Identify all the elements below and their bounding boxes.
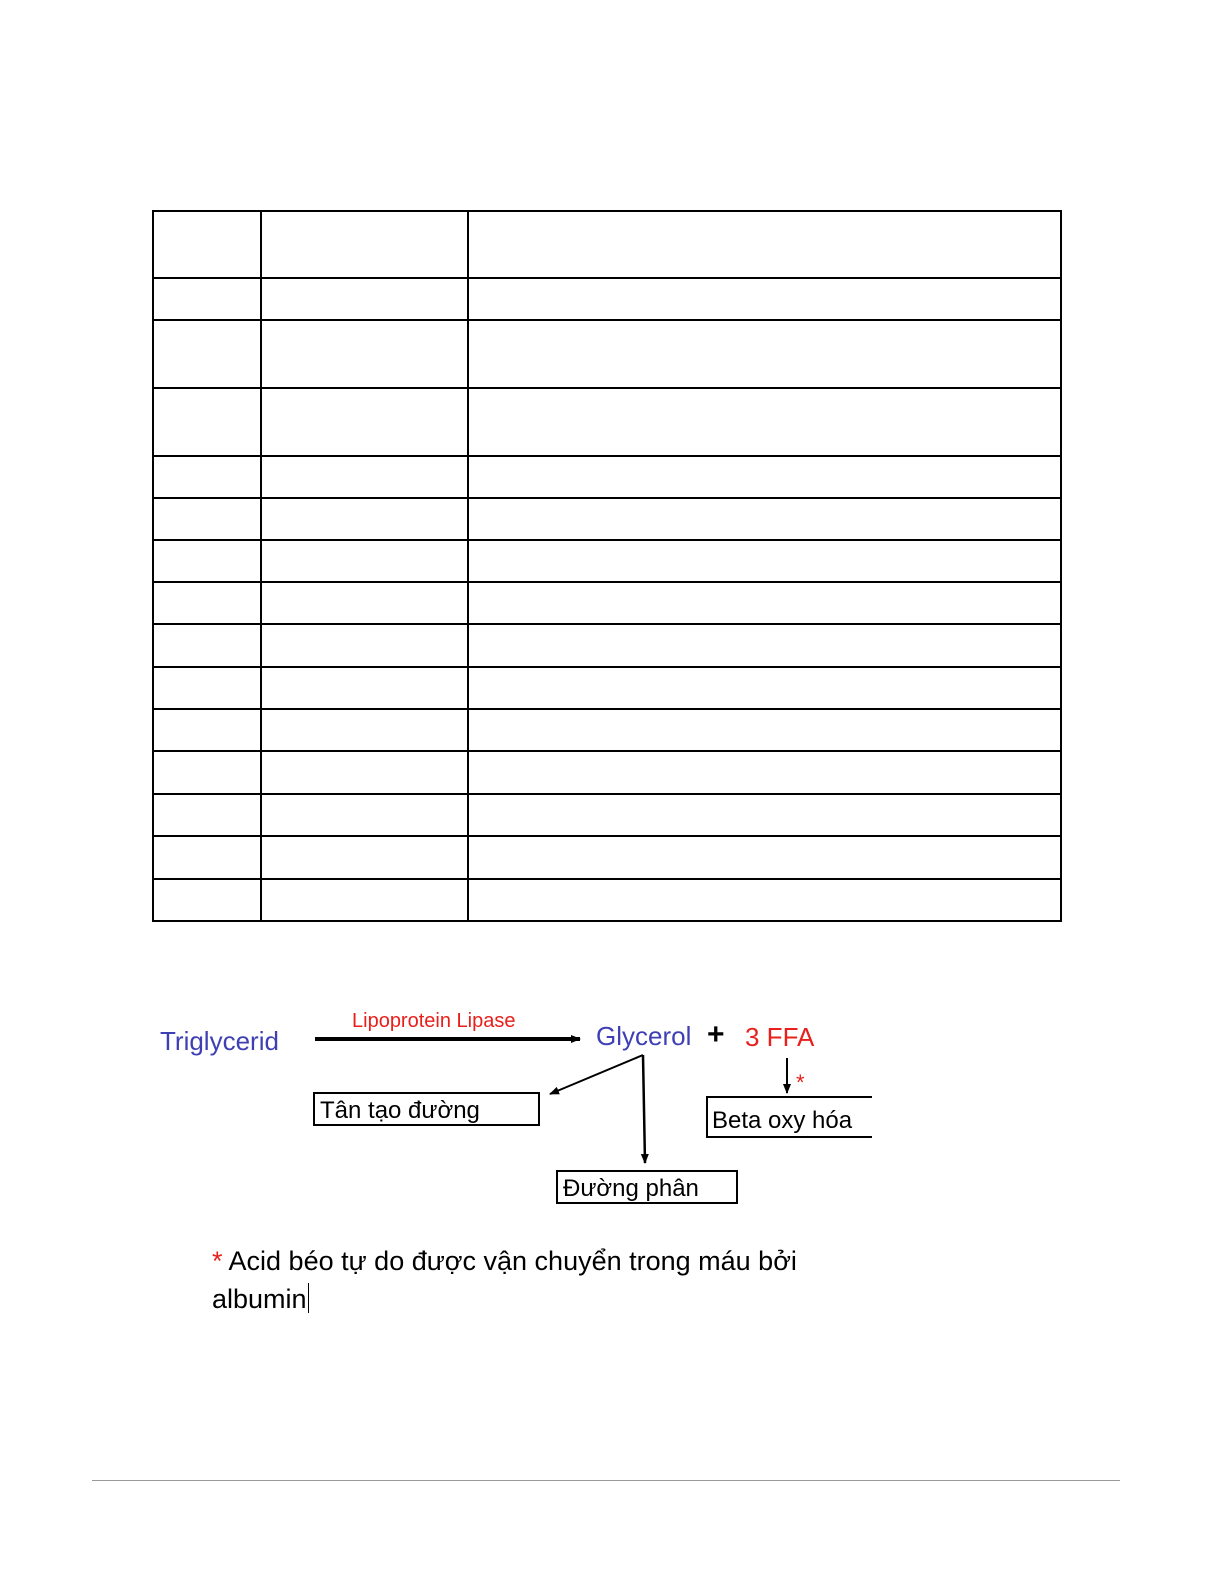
arrow-to-glycolysis xyxy=(643,1055,645,1163)
footer-divider xyxy=(92,1480,1120,1481)
arrow-to-gluconeogenesis xyxy=(550,1055,643,1094)
plus-sign: + xyxy=(707,1018,725,1051)
text-cursor xyxy=(308,1283,309,1313)
beta-oxidation-label: Beta oxy hóa xyxy=(712,1107,853,1134)
glycerol-label: Glycerol xyxy=(596,1021,692,1051)
footnote-text: Acid béo tự do được vận chuyển trong máu bởi albumin xyxy=(212,1246,797,1314)
glycolysis-label: Đường phân xyxy=(563,1175,699,1202)
ffa-footnote-marker: * xyxy=(796,1070,805,1095)
substrate-label: Triglycerid xyxy=(160,1026,279,1056)
gluconeogenesis-label: Tân tạo đường xyxy=(320,1097,480,1124)
ffa-label: 3 FFA xyxy=(745,1022,815,1052)
footnote-marker: * xyxy=(212,1246,223,1276)
enzyme-label: Lipoprotein Lipase xyxy=(352,1010,516,1032)
footnote xyxy=(212,1242,872,1318)
